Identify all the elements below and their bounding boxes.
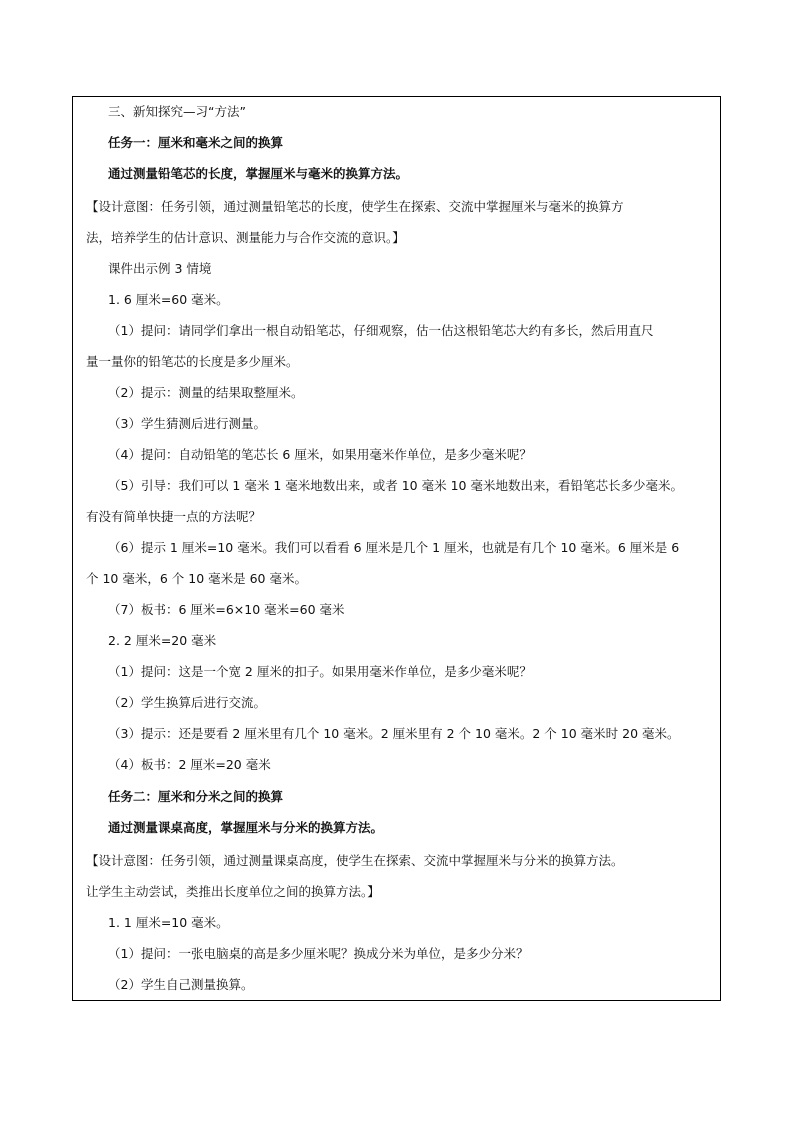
text-line: 【设计意图：任务引领，通过测量课桌高度，使学生在探索、交流中掌握厘米与分米的换算方法。: [86, 853, 624, 868]
text-line: （2）学生换算后进行交流。: [108, 695, 266, 710]
text-line: 任务二：厘米和分米之间的换算: [108, 789, 284, 804]
text-line: （2）学生自己测量换算。: [108, 977, 254, 992]
text-line: （3）学生猜测后进行测量。: [108, 416, 266, 431]
text-line: 1. 6 厘米=60 毫米。: [108, 292, 229, 307]
text-line: 有没有简单快捷一点的方法呢？: [86, 509, 262, 524]
text-line: （1）提问：这是一个宽 2 厘米的扣子。如果用毫米作单位，是多少毫米呢？: [108, 664, 532, 679]
text-line: （4）提问：自动铅笔的笔芯长 6 厘米，如果用毫米作单位，是多少毫米呢？: [108, 447, 532, 462]
text-line: 2. 2 厘米=20 毫米: [108, 633, 217, 648]
text-line: 1. 1 厘米=10 毫米。: [108, 915, 229, 930]
text-line: （1）提问：一张电脑桌的高是多少厘米呢？换成分米为单位，是多少分米？: [108, 946, 529, 961]
text-line: （1）提问：请同学们拿出一根自动铅笔芯，仔细观察，估一估这根铅笔芯大约有多长，然后用直尺: [108, 323, 654, 338]
text-line: （4）板书：2 厘米=20 毫米: [108, 757, 271, 772]
text-line: 【设计意图：任务引领，通过测量铅笔芯的长度，使学生在探索、交流中掌握厘米与毫米的换算方: [86, 199, 624, 214]
text-line: 课件出示例 3 情境: [108, 261, 212, 276]
text-line: （3）提示：还是要看 2 厘米里有几个 10 毫米。2 厘米里有 2 个 10 毫米。2 个 10 毫米时 20 毫米。: [108, 726, 680, 741]
text-line: （6）提示 1 厘米=10 毫米。我们可以看看 6 厘米是几个 1 厘米，也就是有几个 10 毫米。6 厘米是 6: [108, 540, 680, 555]
text-line: （2）提示：测量的结果取整厘米。: [108, 385, 304, 400]
text-line: （7）板书：6 厘米=6×10 毫米=60 毫米: [108, 602, 345, 617]
text-line: （5）引导：我们可以 1 毫米 1 毫米地数出来，或者 10 毫米 10 毫米地数出来，看铅笔芯长多少毫米。: [108, 478, 683, 493]
text-line: 任务一：厘米和毫米之间的换算: [108, 135, 284, 150]
text-line: 通过测量课桌高度，掌握厘米与分米的换算方法。: [108, 820, 384, 835]
text-line: 个 10 毫米，6 个 10 毫米是 60 毫米。: [86, 571, 307, 586]
text-line: 让学生主动尝试，类推出长度单位之间的换算方法。】: [86, 884, 380, 899]
text-line: 通过测量铅笔芯的长度，掌握厘米与毫米的换算方法。: [108, 166, 409, 181]
text-line: 三、新知探究—习“方法”: [108, 104, 246, 119]
text-line: 法，培养学生的估计意识、测量能力与合作交流的意识。】: [86, 230, 405, 245]
text-line: 量一量你的铅笔芯的长度是多少厘米。: [86, 354, 299, 369]
